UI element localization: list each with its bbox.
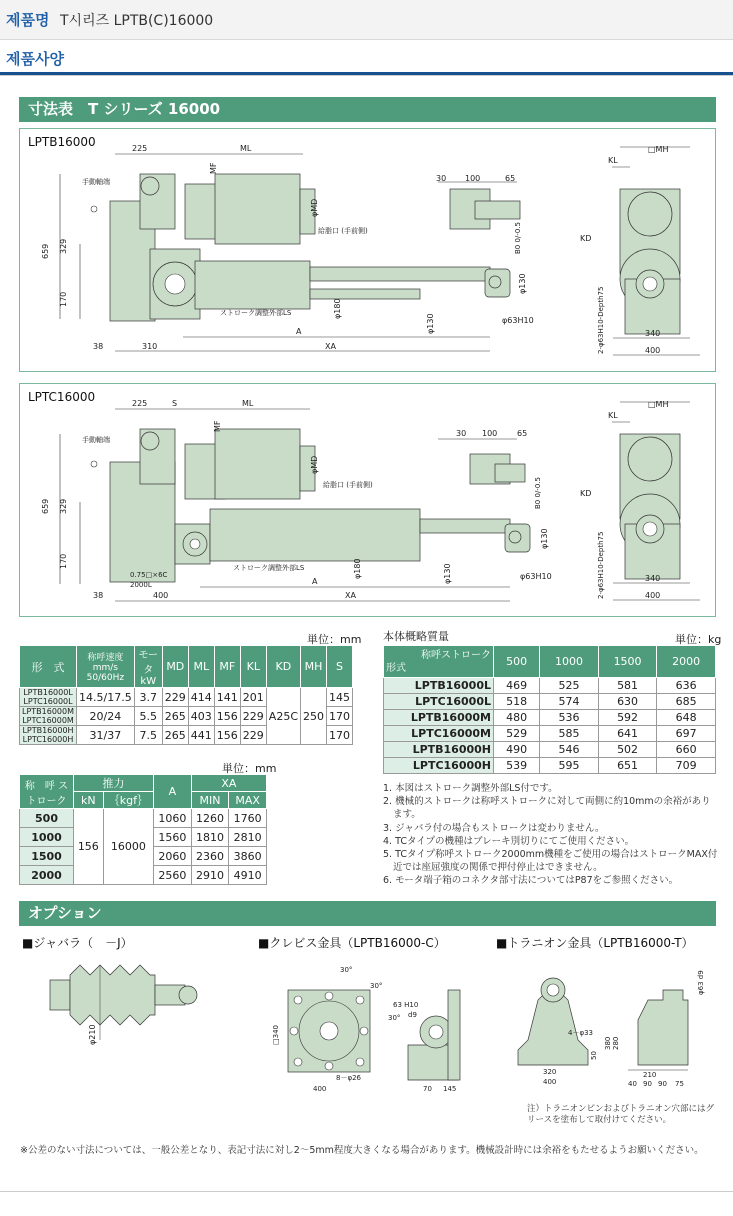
cell-speed: 31/37 [77,726,135,745]
table-row [384,710,716,726]
cell-model: LPTB16000M LPTC16000M [20,707,77,726]
cell-md: 265 [162,726,188,745]
cell-mass: 536 [540,710,599,726]
cell-mass: 709 [657,758,716,774]
cell-stroke: 1000 [20,828,74,847]
col-kw: モータ kW [134,646,162,688]
cell-model: LPTB16000M [384,710,494,726]
cell-mass: 469 [494,678,540,694]
dim-310: 310 [142,342,158,351]
dim-md: φMD [310,198,319,217]
clevis-d9: d9 [408,1011,417,1019]
dim-659: 659 [41,498,50,514]
header-stroke: 称呼ストローク [421,649,491,661]
cell-kl: 229 [240,707,266,726]
angle-30a: 30° [340,966,353,974]
dim-38: 38 [93,342,104,351]
trunnion-75: 75 [675,1080,684,1088]
clevis-26: 8－φ26 [336,1074,361,1082]
dim-130a: φ130 [443,563,452,584]
cell-model: LPTB16000H [384,742,494,758]
cell-max: 3860 [229,847,267,866]
dim-100: 100 [482,429,498,438]
lptb-drawing-panel [19,128,716,372]
dim-30: 30 [436,174,447,183]
trunnion-note: 注）トラニオンピンおよびトラニオン穴部にはグリースを塗布して取付けてください。 [527,1104,715,1125]
cell-a: 2560 [154,866,192,885]
hand-shaft-label: 手動軸端 [82,436,110,444]
dim-63h10: φ63H10 [520,572,552,581]
note-item: 3. ジャバラ付の場合もストロークは変わりません。 [383,822,605,834]
col-mf: MF [214,646,240,688]
cell-mass: 518 [494,694,540,710]
dim-kd: KD [580,489,592,498]
col-2000: 2000 [657,646,716,678]
dim-kl: KL [608,156,618,165]
cell-ml: 414 [188,688,214,707]
dim-65: 65 [517,429,528,438]
angle-30b: 30° [370,982,383,990]
dim-depth: 2-φ63H10-Depth75 [597,531,605,599]
cell-max: 2810 [229,828,267,847]
spec-rule-light [0,75,733,76]
dim-400: 400 [153,591,169,600]
dim-b0: B0 0/-0.5 [514,222,522,254]
dim-130a: φ130 [426,313,435,334]
cell-mass: 636 [657,678,716,694]
mass-table-unit: 単位：kg [675,633,722,646]
cell-a: 2060 [154,847,192,866]
cell-kn: 156 [74,809,104,885]
col-xa: XA [191,775,266,792]
cell-stroke: 500 [20,809,74,828]
col-ml: ML [188,646,214,688]
cell-model: LPTB16000H LPTC16000H [20,726,77,745]
cell-max: 4910 [229,866,267,885]
page-header [0,0,733,40]
dim-659: 659 [41,243,50,259]
cell-mass: 585 [540,726,599,742]
stroke-table-unit: 単位：mm [222,762,277,775]
bottom-rule [0,1191,733,1192]
trunnion-40: 40 [628,1080,637,1088]
trunnion-drawing [498,960,723,1095]
footer-note: ※公差のない寸法については、一般公差となり、表記寸法に対し2～5mm程度大きくなる場合があります。機械設計時には余裕をもたせるようお願いください。 [20,1145,704,1156]
category-label: 제품명 [6,11,50,29]
col-kd: KD [266,646,300,688]
clevis-hole: 63 H10 [393,1001,419,1009]
cell-mass: 651 [598,758,657,774]
cell-a: 1560 [154,828,192,847]
mass-table [383,645,716,774]
dim-kl: KL [608,411,618,420]
dim-180: φ180 [353,558,362,579]
dim-225: 225 [132,144,148,153]
cell-min: 1810 [191,828,229,847]
cell-mass: 660 [657,742,716,758]
dim-b0: B0 0/-0.5 [534,477,542,509]
dim-mh: □MH [648,400,669,409]
dim-depth: 2-φ63H10-Depth75 [597,286,605,354]
dim-63h10: φ63H10 [502,316,534,325]
cell-mf: 156 [214,726,240,745]
dim-s: S [172,399,178,408]
col-mh: MH [301,646,327,688]
cell-md: 229 [162,688,188,707]
cell-model: LPTB16000L [384,678,494,694]
hand-shaft-label: 手動軸端 [82,178,110,186]
bellows-dim: φ210 [88,1024,97,1045]
cell-stroke: 2000 [20,866,74,885]
dim-30: 30 [456,429,467,438]
cell-mass: 685 [657,694,716,710]
table-row [384,678,716,694]
cell-ml: 441 [188,726,214,745]
lptc-label: LPTC16000 [28,390,96,404]
col-1000: 1000 [540,646,599,678]
cell-mass: 592 [598,710,657,726]
dim-100: 100 [465,174,481,183]
clevis-340: □340 [272,1025,280,1045]
cell-min: 2910 [191,866,229,885]
col-model: 形 式 [20,646,77,688]
cell-kw: 5.5 [134,707,162,726]
lptb-label: LPTB16000 [28,135,96,149]
trunnion-63: φ63 d9 [697,970,705,995]
dim-38: 38 [93,591,104,600]
col-model-stroke [384,646,494,678]
cell-model: LPTC16000M [384,726,494,742]
notes-list [383,782,718,888]
cell-kw: 7.5 [134,726,162,745]
lptc-drawing [20,384,715,616]
col-thrust: 推力 [74,775,154,792]
cell-mass: 525 [540,678,599,694]
bellows-label: ■ジャバラ（ －J） [22,936,133,950]
cell-kd: A25C [266,688,300,745]
col-max: MAX [229,792,267,809]
table-row [384,758,716,774]
trunnion-50: 50 [590,1051,598,1060]
dim-a: A [312,577,318,586]
dim-329: 329 [59,238,68,254]
col-min: MIN [191,792,229,809]
spec-title: 제품사양 [6,50,64,68]
cell-s: 170 [327,726,353,745]
dim-340: 340 [645,329,661,338]
cell-speed: 20/24 [77,707,135,726]
dim-170: 170 [59,553,68,569]
table-row [384,742,716,758]
cell-mh: 250 [301,688,327,745]
lptb-drawing [20,129,715,371]
cell-mass: 595 [540,758,599,774]
cell-stroke: 1500 [20,847,74,866]
cable-length: 2000L [130,581,152,589]
col-a: A [154,775,192,809]
cell-mass: 502 [598,742,657,758]
col-md: MD [162,646,188,688]
note-item: 4. TCタイプの機種はブレーキ別切りにてご使用ください。 [383,835,635,847]
cell-a: 1060 [154,809,192,828]
cell-mass: 574 [540,694,599,710]
cell-mass: 490 [494,742,540,758]
product-title: T시리즈 LPTB(C)16000 [60,13,214,29]
cell-md: 265 [162,707,188,726]
mass-table-title: 本体概略質量 [383,630,449,643]
stroke-ls-label: ストローク調整外部LS [220,309,292,317]
cell-mass: 641 [598,726,657,742]
trunnion-90b: 90 [658,1080,667,1088]
trunnion-280: 280 [612,1036,620,1050]
cell-mass: 480 [494,710,540,726]
col-stroke: 称 呼 ストローク [20,775,74,809]
dim-mf: MF [209,162,218,174]
table-row [20,688,353,707]
cell-s: 145 [327,688,353,707]
header-model: 形式 [386,662,406,674]
col-kl: KL [240,646,266,688]
cell-model: LPTC16000L [384,694,494,710]
grease-port-label: 給脂口 (手前側) [323,481,373,489]
cell-min: 2360 [191,847,229,866]
stroke-ls-label: ストローク調整外部LS [233,564,305,572]
clevis-label: ■クレビス金具（LPTB16000-C） [258,936,446,950]
dim-340: 340 [645,574,661,583]
dim-a: A [296,327,302,336]
cell-mf: 141 [214,688,240,707]
cell-mass: 697 [657,726,716,742]
dim-table-unit: 単位：mm [307,633,362,646]
clevis-drawing [258,960,488,1100]
table-row [20,809,267,828]
clevis-400: 400 [313,1085,327,1093]
trunnion-label: ■トラニオン金具（LPTB16000-T） [496,936,694,950]
cell-model: LPTB16000L LPTC16000L [20,688,77,707]
dim-kd: KD [580,234,592,243]
col-kgf: ｛kgf｝ [103,792,153,809]
dimensions-section-bar: 寸法表 T シリーズ 16000 [19,97,716,122]
dimension-table [19,645,353,745]
cell-mass: 546 [540,742,599,758]
trunnion-33: 4－φ33 [568,1029,593,1037]
dim-ml: ML [240,144,252,153]
cell-mf: 156 [214,707,240,726]
note-item: 5. TCタイプ称呼ストローク2000mm機種をご使用の場合はストロークMAX付近では座屈強度の関係で押付停止はできません。 [383,849,718,874]
cable-spec: 0.75□×6C [130,571,168,579]
cell-mass: 581 [598,678,657,694]
trunnion-210: 210 [643,1071,657,1079]
cell-s: 170 [327,707,353,726]
angle-30c: 30° [388,1014,401,1022]
cell-kl: 229 [240,726,266,745]
col-speed: 称呼速度 mm/s 50/60Hz [77,646,135,688]
cell-kl: 201 [240,688,266,707]
trunnion-320: 320 [543,1068,557,1076]
dim-mh: □MH [648,145,669,154]
cell-kw: 3.7 [134,688,162,707]
cell-ml: 403 [188,707,214,726]
dim-md: φMD [310,455,319,474]
col-kn: kN [74,792,104,809]
col-s: S [327,646,353,688]
cell-min: 1260 [191,809,229,828]
dim-65: 65 [505,174,516,183]
cell-mass: 539 [494,758,540,774]
dim-xa: XA [345,591,356,600]
options-section-bar: オプション [19,901,716,926]
trunnion-90a: 90 [643,1080,652,1088]
cell-mass: 630 [598,694,657,710]
dim-170: 170 [59,291,68,307]
dim-225: 225 [132,399,148,408]
dim-xa: XA [325,342,336,351]
lptc-drawing-panel [19,383,716,617]
table-row [384,694,716,710]
note-item: 1. 本図はストローク調整外部LS付です。 [383,783,558,794]
note-item: 6. モータ端子箱のコネクタ部寸法についてはP87をご参照ください。 [383,875,679,887]
cell-max: 1760 [229,809,267,828]
clevis-145: 145 [443,1085,457,1093]
stroke-table [19,774,267,885]
dim-180: φ180 [333,298,342,319]
cell-mass: 529 [494,726,540,742]
dim-400b: 400 [645,591,661,600]
note-item: 2. 機械的ストロークは称呼ストロークに対して両側に約10mmの余裕があります。 [383,796,711,821]
dim-130b: φ130 [540,528,549,549]
dim-mf: MF [213,420,222,432]
col-500: 500 [494,646,540,678]
dim-329: 329 [59,498,68,514]
clevis-70: 70 [423,1085,432,1093]
trunnion-380: 380 [604,1036,612,1050]
cell-kgf: 16000 [103,809,153,885]
dim-130b: φ130 [518,273,527,294]
table-row [384,726,716,742]
cell-mass: 648 [657,710,716,726]
trunnion-400: 400 [543,1078,557,1086]
cell-model: LPTC16000H [384,758,494,774]
dim-400: 400 [645,346,661,355]
col-1500: 1500 [598,646,657,678]
grease-port-label: 給脂口 (手前側) [318,227,368,235]
dim-ml: ML [242,399,254,408]
cell-speed: 14.5/17.5 [77,688,135,707]
bellows-drawing [40,960,210,1050]
